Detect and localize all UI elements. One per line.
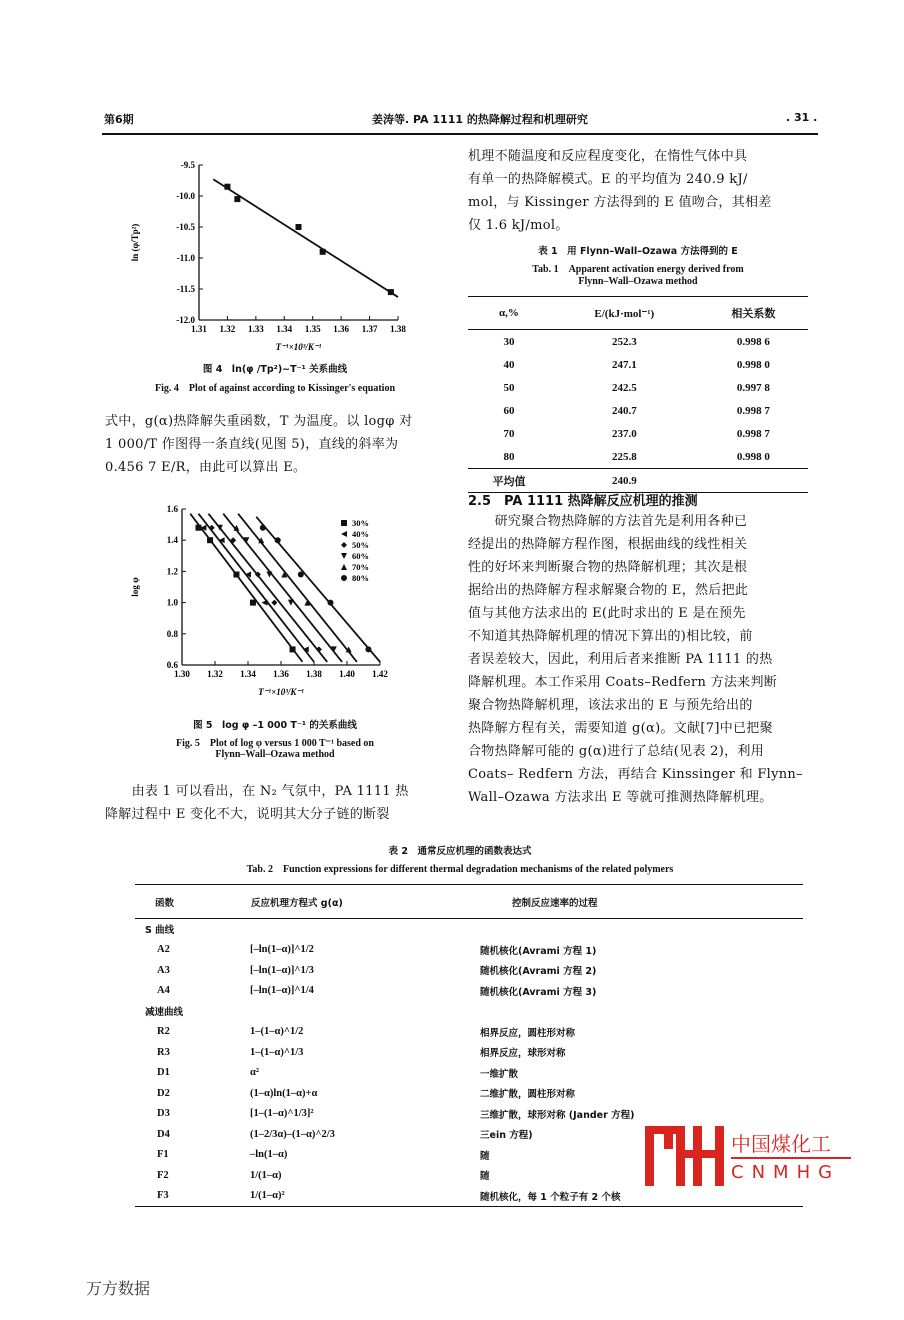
table2-caption-en: Tab. 2 Function expressions for different thermal degradation mechanisms of the related polymers bbox=[246, 864, 674, 875]
text-line: 由表 1 可以看出，在 N₂ 气氛中，PA 1111 热 bbox=[105, 784, 409, 799]
y-tick-label: 0.6 bbox=[166, 660, 178, 670]
series-60% bbox=[217, 514, 342, 662]
table2-equation: (1–α)ln(1–α)+α bbox=[250, 1087, 318, 1099]
x-axis-label: T⁻¹×10³/K⁻¹ bbox=[275, 342, 322, 350]
table1-caption-en-1: Tab. 1 Apparent activation energy derived from bbox=[532, 264, 744, 275]
text-line: 降解过程中 E 变化不大，说明其大分子链的断裂 bbox=[105, 807, 390, 822]
y-tick-label: 1.0 bbox=[166, 597, 178, 608]
y-tick-label: 1.2 bbox=[166, 566, 178, 577]
table2-process: 二维扩散，圆柱形对称 bbox=[480, 1089, 576, 1101]
data-point bbox=[233, 572, 239, 578]
table1-cell: 30 bbox=[503, 335, 515, 348]
section-heading: 2.5 PA 1111 热降解反应机理的推测 bbox=[468, 494, 698, 509]
table2-equation: 1–(1–α)^1/3 bbox=[250, 1046, 304, 1058]
table2-equation: [1–(1–α)^1/3]² bbox=[250, 1108, 314, 1120]
data-point bbox=[320, 249, 326, 255]
y-tick-label: -11.0 bbox=[176, 253, 195, 263]
table1-average-value: 240.9 bbox=[611, 474, 637, 487]
table2-code: F1 bbox=[157, 1149, 169, 1161]
fig5-chart bbox=[110, 495, 440, 705]
table2-code: R3 bbox=[157, 1046, 170, 1058]
x-tick-label: 1.30 bbox=[174, 669, 190, 679]
table2-code: A2 bbox=[157, 944, 170, 956]
table2-code: A4 bbox=[157, 985, 170, 997]
data-point bbox=[250, 600, 256, 606]
table2-row bbox=[135, 1022, 803, 1043]
y-tick-label: -9.5 bbox=[180, 160, 195, 170]
cnmhg-watermark-logo bbox=[645, 1126, 895, 1186]
right-paragraph-2 bbox=[468, 510, 803, 809]
table2-header: 函数 bbox=[155, 897, 175, 909]
table2-process: 随机核化(Avrami 方程 3) bbox=[480, 986, 597, 998]
text-line: 不知道其热降解机理的情况下算出的)相比较，前 bbox=[468, 629, 753, 644]
text-line: 0.456 7 E/R，由此可以算出 E。 bbox=[105, 460, 307, 475]
table2-row bbox=[135, 981, 803, 1002]
series-30% bbox=[190, 514, 302, 662]
table1-header: 相关系数 bbox=[731, 308, 776, 320]
x-tick-label: 1.40 bbox=[339, 669, 355, 679]
data-point bbox=[316, 646, 322, 652]
table1-average-row bbox=[468, 469, 808, 493]
table1-cell: 252.3 bbox=[611, 335, 637, 348]
legend-label: 70% bbox=[352, 562, 369, 572]
right-paragraph-1 bbox=[468, 145, 772, 237]
y-tick-label: -10.5 bbox=[176, 222, 195, 232]
x-tick-label: 1.42 bbox=[372, 669, 388, 679]
table2-code: D2 bbox=[157, 1087, 170, 1099]
series-50% bbox=[208, 514, 327, 662]
table2-code: F2 bbox=[157, 1169, 169, 1181]
table2-code: D4 bbox=[157, 1128, 170, 1140]
table1-row bbox=[468, 353, 808, 376]
table1-cell: 247.1 bbox=[611, 358, 637, 371]
text-line: 1 000/T 作图得一条直线(见图 5)，直线的斜率为 bbox=[105, 437, 399, 452]
fig4-caption-en: Fig. 4 Plot of against according to Kissinger's equation bbox=[155, 383, 395, 394]
table1-cell: 50 bbox=[503, 381, 515, 394]
table2-process: 三ein 方程) bbox=[480, 1130, 533, 1142]
table1 bbox=[468, 296, 808, 493]
table2-code: F3 bbox=[157, 1190, 169, 1202]
table2-code: A3 bbox=[157, 964, 170, 976]
data-point bbox=[365, 646, 371, 652]
data-point bbox=[260, 525, 266, 531]
data-point bbox=[275, 537, 281, 543]
table2-process: 三维扩散，球形对称 (Jander 方程) bbox=[480, 1109, 635, 1121]
text-line: 机理不随温度和反应程度变化，在惰性气体中具 bbox=[468, 149, 748, 164]
legend-label: 40% bbox=[352, 529, 369, 539]
table2-row bbox=[135, 1083, 803, 1104]
table2-equation: 1–(1–α)^1/2 bbox=[250, 1026, 304, 1038]
legend-label: 60% bbox=[352, 551, 369, 561]
table2-row bbox=[135, 1042, 803, 1063]
fit-line bbox=[213, 179, 398, 297]
x-tick-label: 1.32 bbox=[219, 324, 236, 334]
y-tick-label: 1.6 bbox=[166, 504, 178, 514]
data-point bbox=[209, 525, 215, 531]
watermark-divider bbox=[731, 1157, 851, 1159]
table1-row bbox=[468, 330, 808, 354]
table2-row bbox=[135, 960, 803, 981]
x-tick-label: 1.32 bbox=[207, 669, 223, 679]
table1-cell: 0.998 7 bbox=[736, 404, 770, 417]
running-title: 姜涛等. PA 1111 的热降解过程和机理研究 bbox=[372, 113, 588, 126]
legend-marker bbox=[341, 564, 347, 570]
table2-equation: α² bbox=[250, 1067, 260, 1079]
table1-cell: 0.998 7 bbox=[736, 427, 770, 440]
text-line: 降解机理。本工作采用 Coats–Redfern 方法来判断 bbox=[468, 675, 778, 690]
y-tick-label: -10.0 bbox=[176, 191, 195, 201]
x-tick-label: 1.35 bbox=[304, 324, 321, 334]
table1-cell: 80 bbox=[503, 450, 515, 463]
table2-process: 相界反应，球形对称 bbox=[480, 1048, 566, 1060]
table2-equation: (1–2/3α)–(1–α)^2/3 bbox=[250, 1128, 335, 1140]
watermark-cn: 中国煤化工 bbox=[731, 1132, 831, 1156]
data-point bbox=[271, 600, 277, 606]
legend-marker bbox=[341, 520, 347, 526]
data-point bbox=[288, 600, 294, 606]
header-rule bbox=[102, 133, 818, 135]
data-point bbox=[290, 646, 296, 652]
x-tick-label: 1.31 bbox=[191, 324, 207, 334]
legend-label: 80% bbox=[352, 573, 369, 583]
legend-marker bbox=[341, 542, 347, 548]
x-tick-label: 1.37 bbox=[361, 324, 378, 334]
table2-caption-cn: 表 2 通常反应机理的函数表达式 bbox=[388, 846, 532, 857]
fig4-chart bbox=[110, 150, 440, 350]
table1-cell: 237.0 bbox=[611, 427, 637, 440]
table2-row bbox=[135, 1186, 803, 1207]
table1-header: E/(kJ·mol⁻¹) bbox=[594, 307, 655, 320]
y-tick-label: 1.4 bbox=[166, 535, 178, 546]
text-line: Wall–Ozawa 方法求出 E 等就可推测热降解机理。 bbox=[468, 790, 773, 805]
legend-marker bbox=[341, 531, 347, 537]
text-line: 有单一的热降解模式。E 的平均值为 240.9 kJ/ bbox=[468, 172, 748, 187]
text-line: 者误差较大，因此，利用后者来推断 PA 1111 的热 bbox=[468, 652, 773, 667]
x-tick-label: 1.36 bbox=[273, 669, 289, 679]
table2-group-label: 减速曲线 bbox=[145, 1007, 184, 1019]
text-line: 仅 1.6 kJ/mol。 bbox=[468, 218, 569, 233]
table1-cell: 240.7 bbox=[611, 404, 637, 417]
data-point bbox=[328, 600, 334, 606]
table2-process: 随机核化，每 1 个粒子有 2 个核 bbox=[480, 1191, 621, 1203]
text-line: 热降解方程有关，需要知道 g(α)。文献[7]中已把聚 bbox=[468, 721, 773, 736]
table2-equation: [–ln(1–α)]^1/2 bbox=[250, 944, 314, 956]
table1-header: α,% bbox=[499, 307, 519, 319]
table1-row bbox=[468, 445, 808, 469]
table1-cell: 0.998 6 bbox=[736, 335, 770, 348]
table1-cell: 242.5 bbox=[611, 381, 637, 394]
table1-cell: 40 bbox=[503, 358, 515, 371]
table1-cell: 0.997 8 bbox=[736, 381, 770, 394]
table1-cell: 225.8 bbox=[611, 450, 637, 463]
text-line: 性的好坏来判断聚合物的热降解机理；其次是根 bbox=[468, 560, 748, 575]
table1-cell: 70 bbox=[503, 427, 515, 440]
table2-equation: 1/(1–α)² bbox=[250, 1190, 285, 1202]
series-70% bbox=[233, 514, 356, 662]
x-tick-label: 1.38 bbox=[390, 324, 406, 334]
data-point bbox=[262, 600, 268, 606]
legend-marker bbox=[341, 553, 347, 559]
table1-caption-en-2: Flynn–Wall–Ozawa method bbox=[578, 276, 698, 287]
watermark-en: CNMHG bbox=[731, 1162, 841, 1183]
data-point bbox=[207, 537, 213, 543]
legend-label: 30% bbox=[352, 518, 369, 528]
y-axis-label: log φ bbox=[130, 577, 140, 597]
table2-equation: [–ln(1–α)]^1/4 bbox=[250, 985, 314, 997]
text-line: 合物热降解可能的 g(α)进行了总结(见表 2)，利用 bbox=[468, 744, 765, 759]
data-point bbox=[224, 184, 230, 190]
table1-cell: 0.998 0 bbox=[736, 358, 770, 371]
y-tick-label: -12.0 bbox=[176, 315, 195, 325]
table1-caption-cn: 表 1 用 Flynn–Wall–Ozawa 方法得到的 E bbox=[538, 246, 738, 257]
legend-label: 50% bbox=[352, 540, 369, 550]
table1-row bbox=[468, 376, 808, 399]
text-line: mol，与 Kissinger 方法得到的 E 值吻合，其相差 bbox=[468, 195, 772, 210]
data-point bbox=[296, 224, 302, 230]
table2-code: R2 bbox=[157, 1026, 170, 1038]
table1-cell: 0.998 0 bbox=[736, 450, 770, 463]
table2-process: 随 bbox=[480, 1171, 490, 1183]
text-line: 值与其他方法求出的 E(此时求出的 E 是在预先 bbox=[468, 606, 746, 621]
fig4-caption-cn: 图 4 ln(φ /Tp²)~T⁻¹ 关系曲线 bbox=[202, 364, 348, 375]
table1-row bbox=[468, 399, 808, 422]
series-line bbox=[190, 514, 302, 662]
x-tick-label: 1.33 bbox=[247, 324, 264, 334]
table1-average-extra bbox=[699, 469, 808, 493]
x-tick-label: 1.38 bbox=[306, 669, 322, 679]
y-axis-label: ln (φ/Tp²) bbox=[130, 223, 140, 262]
legend-marker bbox=[341, 575, 347, 581]
table2-equation: [–ln(1–α)]^1/3 bbox=[250, 964, 314, 976]
text-line: 研究聚合物热降解的方法首先是利用各种已 bbox=[468, 514, 748, 529]
table2-process: 一维扩散 bbox=[480, 1068, 519, 1080]
issue-label: 第6期 bbox=[104, 113, 134, 126]
text-line: 据给出的热降解方程求解聚合物的 E，然后把此 bbox=[468, 583, 749, 598]
table2-header-row bbox=[135, 885, 803, 919]
table2-group-label: S 曲线 bbox=[145, 925, 175, 937]
table2-code: D3 bbox=[157, 1108, 170, 1120]
text-line: Coats– Redfern 方法，再结合 Kinssinger 和 Flynn– bbox=[468, 767, 803, 782]
table2-process: 随机核化(Avrami 方程 1) bbox=[480, 945, 597, 957]
table2-header: 反应机理方程式 g(α) bbox=[251, 897, 343, 909]
y-tick-label: -11.5 bbox=[176, 284, 195, 294]
fig5-caption-en-2: Flynn–Wall–Ozawa method bbox=[215, 749, 335, 760]
x-axis-label: T⁻¹×10³/K⁻¹ bbox=[258, 687, 304, 697]
table2-row bbox=[135, 1063, 803, 1084]
table1-header-row bbox=[468, 297, 808, 330]
y-tick-label: 0.8 bbox=[166, 628, 178, 639]
table2-equation: 1/(1–α) bbox=[250, 1169, 282, 1181]
table1-cell: 60 bbox=[503, 404, 515, 417]
source-footer: 万方数据 bbox=[86, 1279, 151, 1298]
table2-row bbox=[135, 940, 803, 961]
table2-equation: –ln(1–α) bbox=[250, 1149, 288, 1161]
table2-process: 随 bbox=[480, 1150, 490, 1162]
table2-group-row bbox=[135, 1001, 803, 1022]
table2-code: D1 bbox=[157, 1067, 170, 1079]
fig5-caption-en-1: Fig. 5 Plot of log φ versus 1 000 T⁻¹ based on bbox=[176, 738, 374, 749]
table2-group-row bbox=[135, 919, 803, 940]
page-number: . 31 . bbox=[786, 111, 818, 124]
left-paragraph-2 bbox=[105, 780, 409, 826]
table2-process: 相界反应，圆柱形对称 bbox=[480, 1027, 576, 1039]
text-line: 聚合物热降解机理，该法求出的 E 与预先给出的 bbox=[468, 698, 753, 713]
series-line bbox=[208, 514, 327, 662]
table2-row bbox=[135, 1104, 803, 1125]
x-tick-label: 1.34 bbox=[240, 669, 256, 679]
cnmhg-logo-icon bbox=[645, 1126, 725, 1186]
data-point bbox=[234, 196, 240, 202]
data-point bbox=[298, 572, 304, 578]
table1-row bbox=[468, 422, 808, 445]
x-tick-label: 1.34 bbox=[276, 324, 293, 334]
x-tick-label: 1.36 bbox=[333, 324, 350, 334]
text-line: 经提出的热降解方程作图，根据曲线的线性相关 bbox=[468, 537, 748, 552]
table1-average-label: 平均值 bbox=[492, 475, 526, 488]
fig5-caption-cn: 图 5 log φ –1 000 T⁻¹ 的关系曲线 bbox=[193, 720, 357, 731]
table2-process: 随机核化(Avrami 方程 2) bbox=[480, 966, 597, 978]
table2-header: 控制反应速率的过程 bbox=[512, 897, 598, 909]
left-paragraph-1 bbox=[105, 410, 412, 479]
series-line bbox=[223, 514, 342, 662]
text-line: 式中，g(α)热降解失重函数，T 为温度。以 logφ 对 bbox=[105, 414, 413, 429]
data-point bbox=[388, 289, 394, 295]
